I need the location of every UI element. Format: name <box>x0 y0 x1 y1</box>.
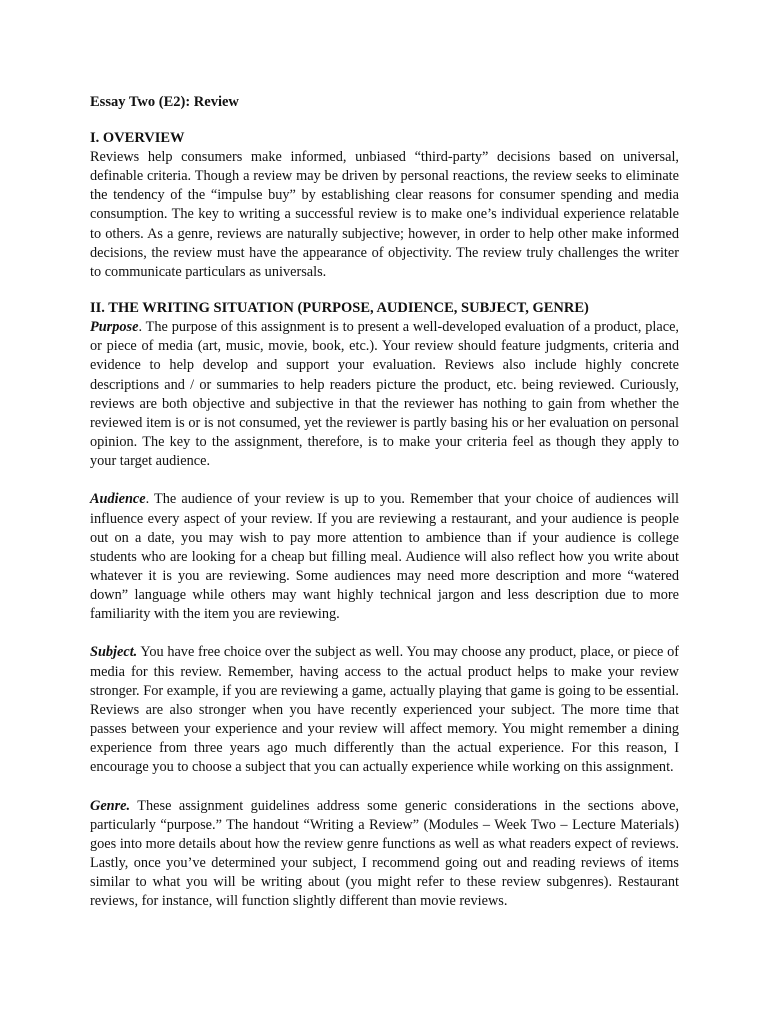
overview-paragraph: Reviews help consumers make informed, unbiased “third-party” decisions based on universal, definable criteria. Though a review may be driven by personal reactions, the review seeks to eliminate the tendency of the “impulse buy” by establishing clear reasons for consumer spending and media consumption. The key to writing a successful review is to make one’s individual experience relatable to others. As a genre, reviews are naturally subjective; however, in order to help other make informed decisions, the review must have the appearance of objectivity. The review truly challenges the writer to communicate particulars as universals. <box>90 149 679 280</box>
purpose-paragraph <box>90 318 679 471</box>
subject-paragraph <box>90 643 679 777</box>
document-title: Essay Two (E2): Review <box>90 94 239 110</box>
audience-label: Audience <box>90 491 146 508</box>
subject-label: Subject. <box>90 644 138 661</box>
writing-situation-heading: II. THE WRITING SITUATION (PURPOSE, AUDIENCE, SUBJECT, GENRE) <box>90 300 589 317</box>
subject-text: You have free choice over the subject as well. You may choose any product, place, or piece of media for this review. Remember, having access to the actual product helps to make your review stronger. For example, if you are reviewing a game, actually playing that game is going to be essential. Reviews are also stronger when you have recently experienced your subject. The more time that passes between your experience and your review will affect memory. You might remember a dining experience from three years ago much differently than the actual experience. For this reason, I encourage you to choose a subject that you can actually experience while working on this assignment. <box>90 644 679 776</box>
genre-label: Genre. <box>90 797 131 814</box>
genre-paragraph <box>90 797 679 912</box>
purpose-label: Purpose <box>90 319 139 336</box>
audience-paragraph <box>90 490 679 624</box>
overview-heading: I. OVERVIEW <box>90 130 185 146</box>
document-page <box>90 93 679 911</box>
purpose-text: . The purpose of this assignment is to present a well-developed evaluation of a product, place, or piece of media (art, music, movie, book, etc.). Your review should feature judgments, criteria and evidence to help develop and support your evaluation. Reviews also include highly concrete descriptions and / or summaries to help readers picture the product, etc. being reviewed. Curiously, reviews are both objective and subjective in that the reviewer has nothing to gain from whether the reviewed item is or is not consumed, yet the reviewer is partly basing his or her evaluation on personal opinion. The key to the assignment, therefore, is to make your criteria feel as though they apply to your target audience. <box>90 319 679 470</box>
audience-text: . The audience of your review is up to you. Remember that your choice of audiences will influence every aspect of your review. If you are reviewing a restaurant, and your audience is people out on a date, you may wish to pay more attention to ambience than if your audience is college students who are looking for a cheap but filling meal. Audience will also reflect how you write about whatever it is you are reviewing. Some audiences may need more description and more “watered down” language while others may want highly technical jargon and less description due to more familiarity with the item you are reviewing. <box>90 491 679 623</box>
genre-text: These assignment guidelines address some generic considerations in the sections above, particularly “purpose.” The handout “Writing a Review” (Modules – Week Two – Lecture Materials) goes into more details about how the review genre functions as well as what readers expect of reviews. Lastly, once you’ve determined your subject, I recommend going out and reading reviews of items similar to what you will be writing about (you might refer to these review subgenres). Restaurant reviews, for instance, will function slightly different than movie reviews. <box>90 797 679 910</box>
